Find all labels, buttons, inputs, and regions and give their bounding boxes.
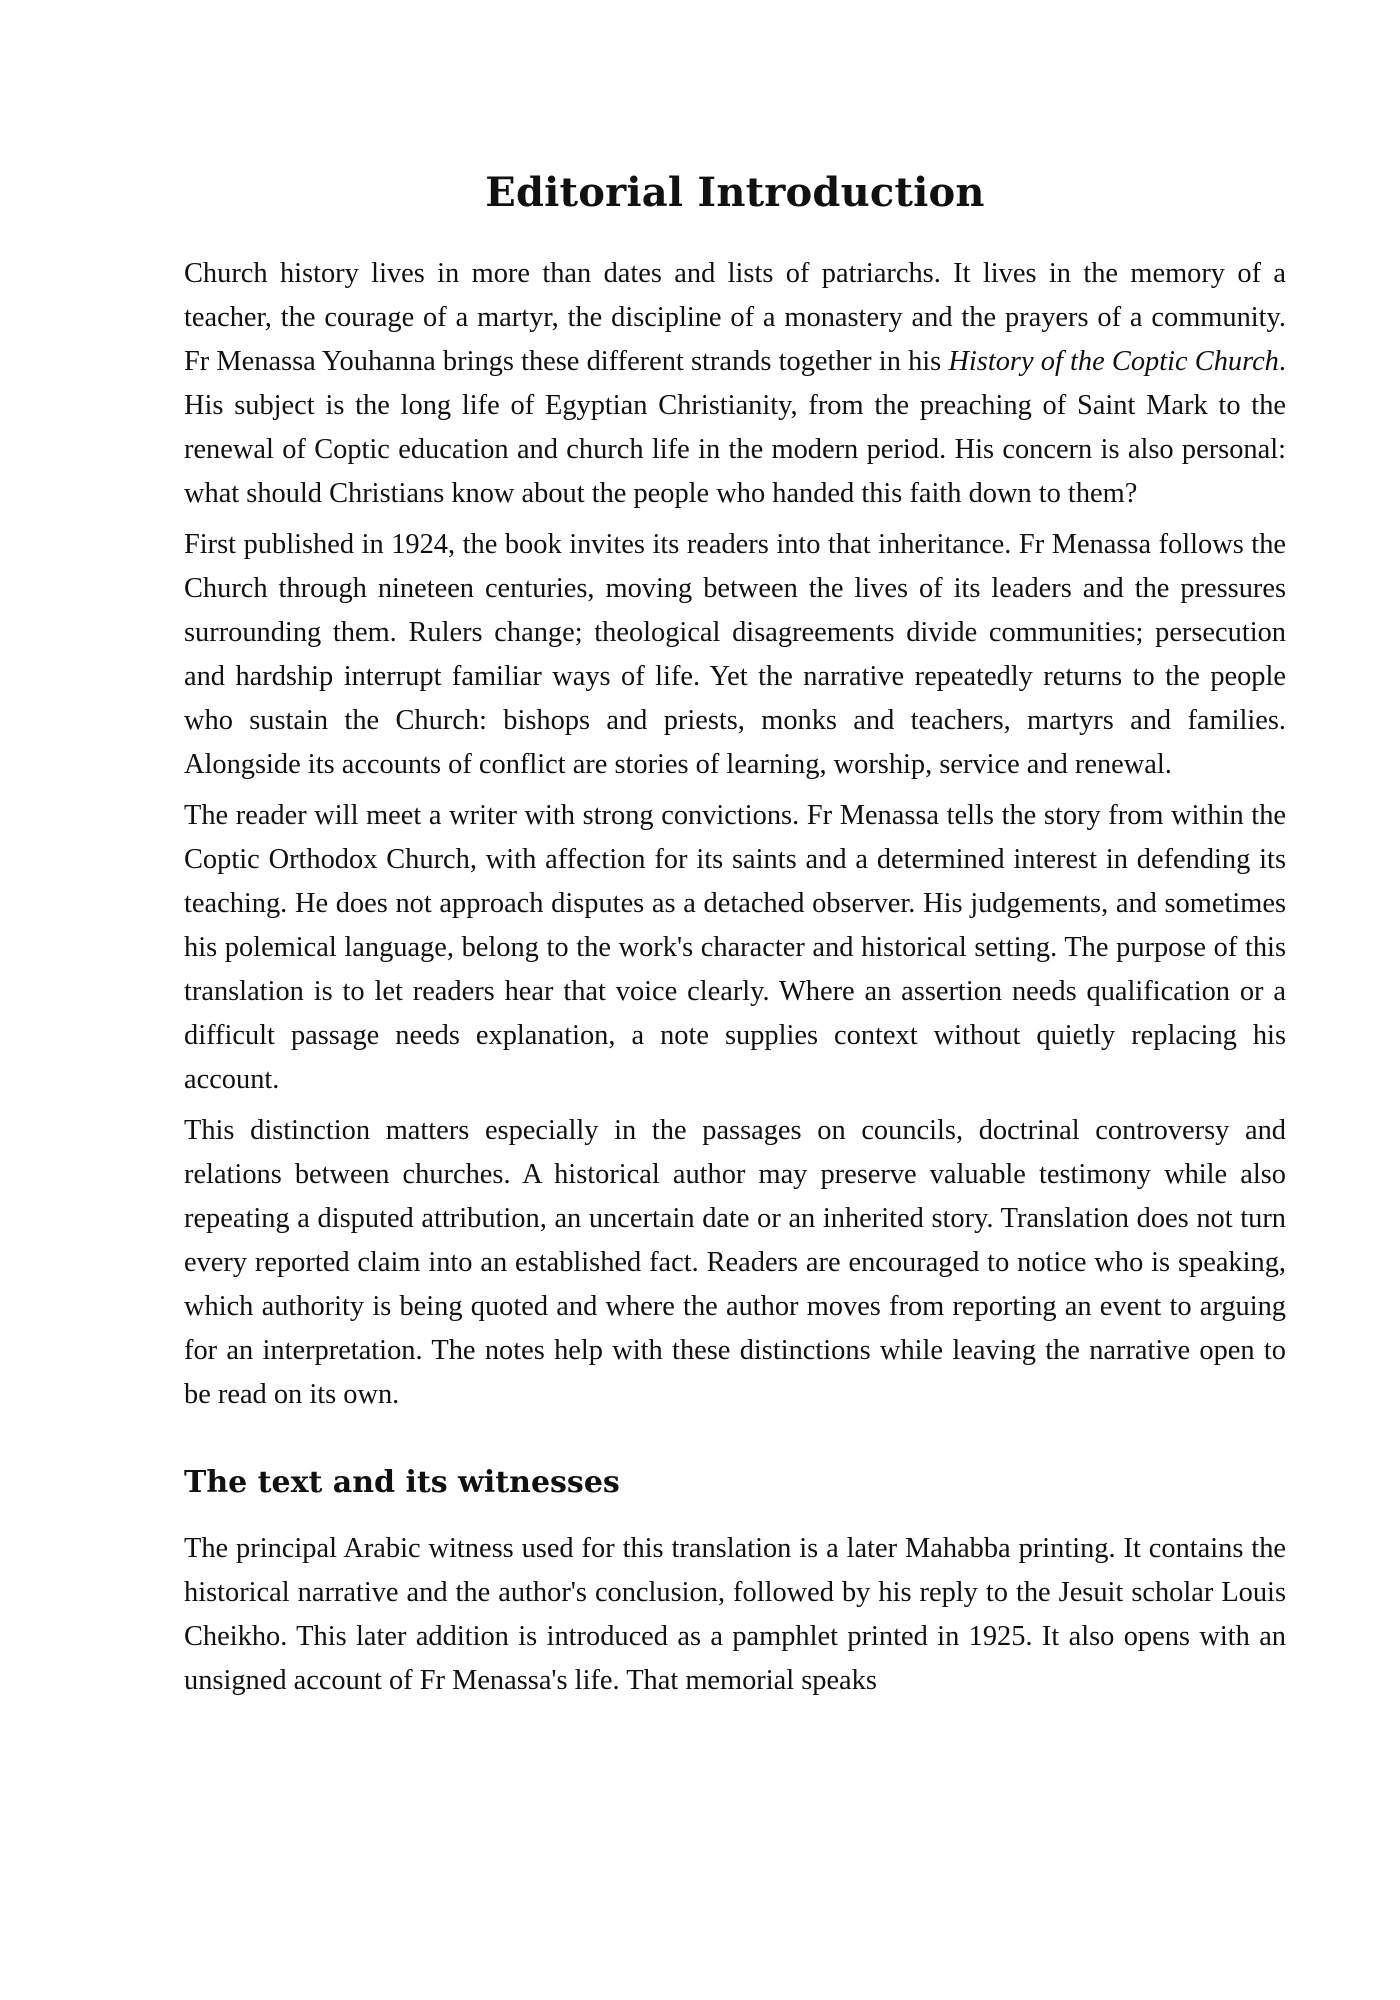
document-page: [184, 168, 1286, 1703]
section-paragraph-1: The principal Arabic witness used for this translation is a later Mahabba printing. It contains the historical narrative and the author's conclusion, followed by his reply to the Jesuit scholar Louis Cheikho. This later addition is introduced as a pamphlet printed in 1925. It also opens with an unsigned account of Fr Menassa's life. That memorial speaks: [184, 1533, 1286, 1696]
intro-paragraph-2: First published in 1924, the book invites its readers into that inheritance. Fr Menassa follows the Church through nineteen centuries, moving between the lives of its leaders and the pressures surrounding them. Rulers change; theological disagreements divide communities; persecution and hardship interrupt familiar ways of life. Yet the narrative repeatedly returns to the people who sustain the Church: bishops and priests, monks and teachers, martyrs and families. Alongside its accounts of conflict are stories of learning, worship, service and renewal.: [184, 529, 1286, 780]
intro-paragraph-1: [184, 252, 1286, 516]
intro-paragraph-1-text-a: Church history lives in more than dates and lists of patriarchs. It lives in the memory of a teacher, the courage of a martyr, the discipline of a monastery and the prayers of a community. Fr Menassa Youhanna brings these different strands together in his: [184, 258, 1286, 377]
section-heading: The text and its witnesses: [184, 1465, 620, 1500]
intro-paragraph-4: This distinction matters especially in the passages on councils, doctrinal controversy and relations between churches. A historical author may preserve valuable testimony while also repeating a disputed attribution, an uncertain date or an inherited story. Translation does not turn every reported claim into an established fact. Readers are encouraged to notice who is speaking, which authority is being quoted and where the author moves from reporting an event to arguing for an interpretation. The notes help with these distinctions while leaving the narrative open to be read on its own.: [184, 1115, 1286, 1410]
book-title: History of the Coptic Church: [948, 346, 1279, 377]
intro-paragraph-1-text-b: . His subject is the long life of Egyptian Christianity, from the preaching of Saint Mark to the renewal of Coptic education and church life in the modern period. His concern is also personal: what should Christians know about the people who handed this faith down to them?: [184, 346, 1286, 509]
page-title: Editorial Introduction: [485, 169, 985, 216]
intro-paragraph-3: The reader will meet a writer with strong convictions. Fr Menassa tells the story from within the Coptic Orthodox Church, with affection for its saints and a determined interest in defending its teaching. He does not approach disputes as a detached observer. His judgements, and sometimes his polemical language, belong to the work's character and historical setting. The purpose of this translation is to let readers hear that voice clearly. Where an assertion needs qualification or a difficult passage needs explanation, a note supplies context without quietly replacing his account.: [184, 800, 1286, 1095]
